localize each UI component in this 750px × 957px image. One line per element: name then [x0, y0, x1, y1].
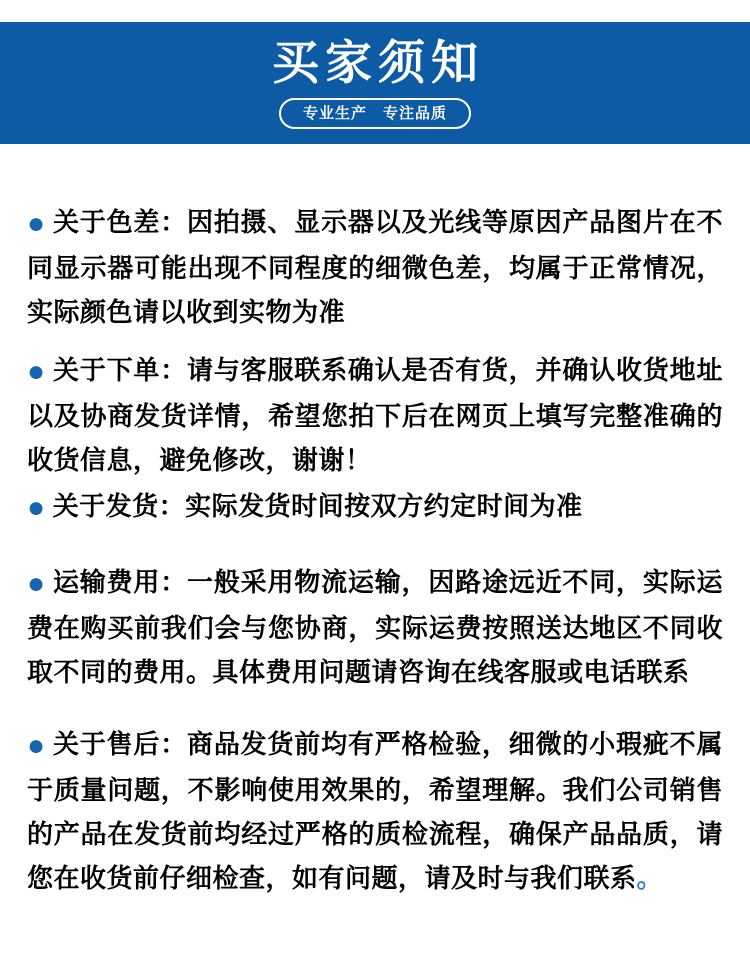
notice-text: 商品发货前均有严格检验，细微的小瑕疵不属于质量问题，不影响使用效果的，希望理解。我们公司销售的产品在发货前均经过严格的质检流程，确保产品品质，请您在收货前仔细检查，如有问题，请及时与我们联系 [27, 729, 723, 893]
notice-paragraph [27, 348, 723, 482]
notice-label: 运输费用： [52, 567, 188, 597]
notice-paragraph [27, 560, 723, 694]
notice-text: 因拍摄、显示器以及光线等原因产品图片在不同显示器可能出现不同程度的细微色差，均属于正常情况，实际颜色请以收到实物为准 [27, 207, 723, 327]
notice-text: 实际发货时间按双方约定时间为准 [185, 491, 583, 521]
bullet-dot-icon: ● [27, 729, 46, 762]
notice-label: 关于下单： [52, 355, 188, 385]
notice-suffix: 。 [636, 863, 664, 893]
notice-text: 一般采用物流运输，因路途远近不同，实际运费在购买前我们会与您协商，实际运费按照送达地区不同收取不同的费用。具体费用问题请咨询在线客服或电话联系 [27, 567, 723, 687]
notice-paragraph [27, 722, 723, 900]
notice-text: 请与客服联系确认是否有货，并确认收货地址以及协商发货详情，希望您拍下后在网页上填写完整准确的收货信息，避免修改，谢谢！ [27, 355, 723, 475]
header-banner [0, 22, 750, 144]
bullet-dot-icon: ● [27, 355, 46, 388]
notice-paragraph [27, 200, 723, 334]
notice-label: 关于售后： [52, 729, 188, 759]
notice-label: 关于发货： [52, 491, 186, 521]
page-title: 买家须知 [272, 36, 484, 90]
notice-list [0, 200, 750, 900]
bullet-dot-icon: ● [27, 207, 46, 240]
header-badge: 专业生产 专注品质 [279, 98, 471, 129]
notice-label: 关于色差： [52, 207, 188, 237]
bullet-dot-icon: ● [27, 491, 46, 524]
bullet-dot-icon: ● [27, 567, 46, 600]
notice-paragraph [27, 484, 723, 530]
